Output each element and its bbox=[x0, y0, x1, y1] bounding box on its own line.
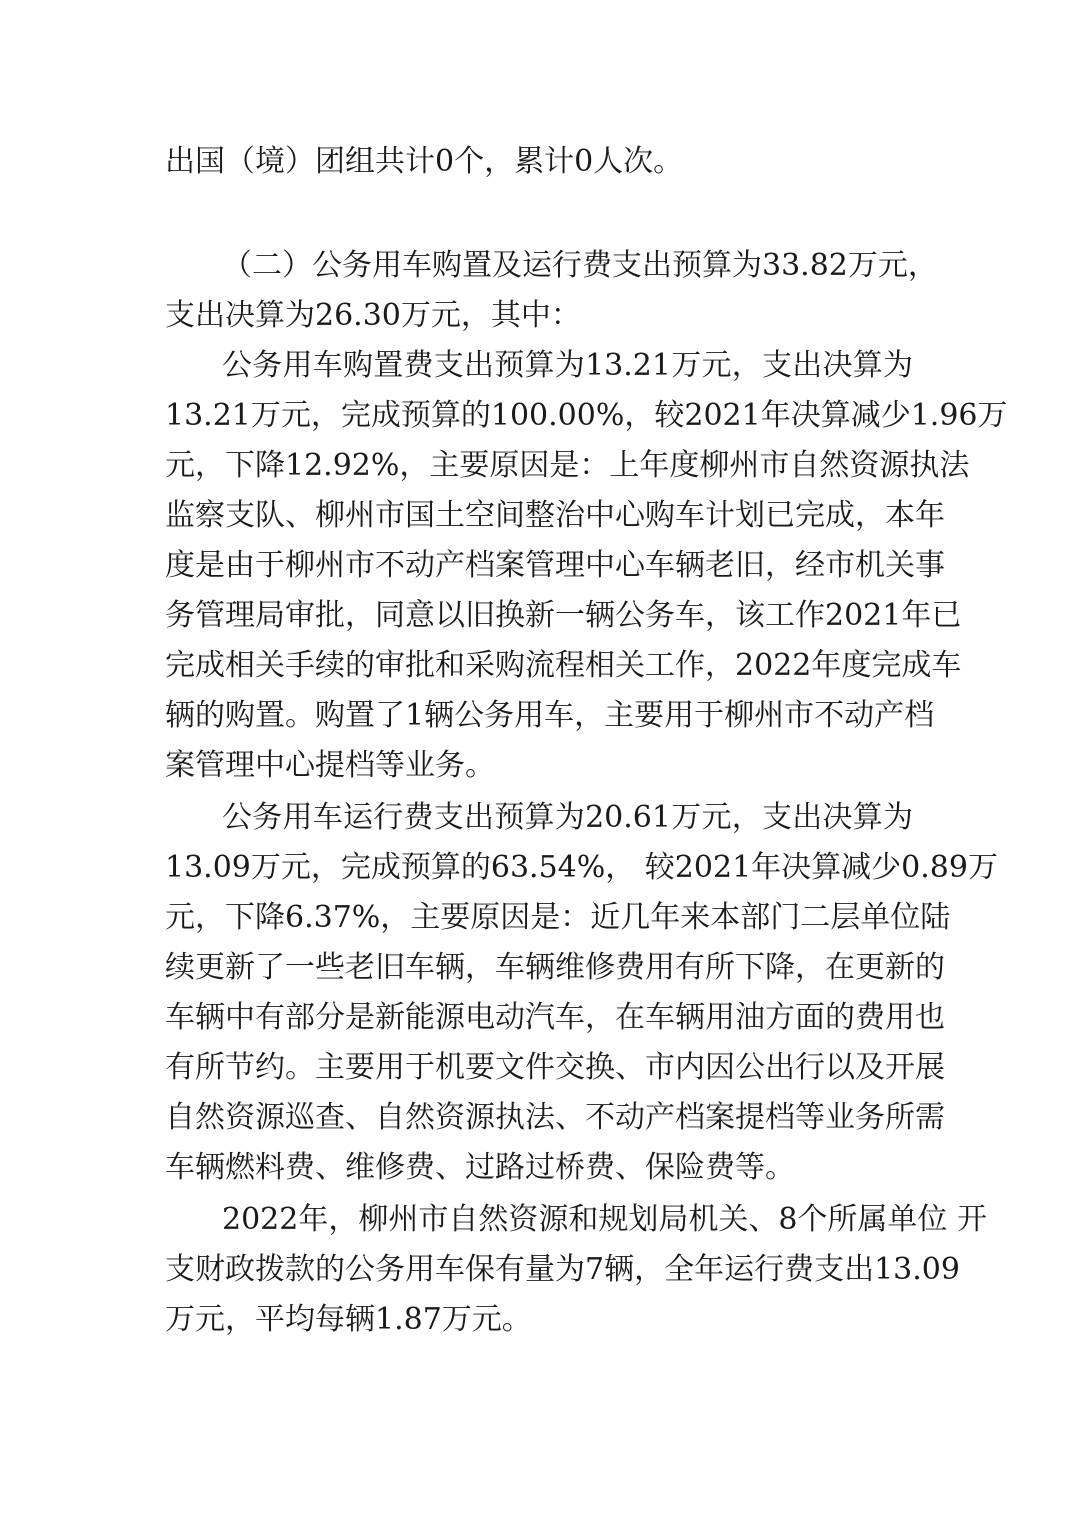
text-line-11: 辆的购置。购置了1辆公务用车，主要用于柳州市不动产档 bbox=[165, 698, 935, 733]
text-line-9: 务管理局审批，同意以旧换新一辆公务车，该工作2021年已 bbox=[165, 598, 962, 633]
text-line-2: （二）公务用车购置及运行费支出预算为33.82万元， bbox=[222, 248, 938, 283]
text-line-1: 出国（境）团组共计0个，累计0人次。 bbox=[165, 144, 684, 179]
text-line-12: 案管理中心提档等业务。 bbox=[165, 748, 495, 783]
text-line-13: 公务用车运行费支出预算为20.61万元，支出决算为 bbox=[222, 800, 913, 835]
text-line-15: 元，下降6.37%，主要原因是：近几年来本部门二层单位陆 bbox=[165, 900, 951, 935]
text-line-20: 车辆燃料费、维修费、过路过桥费、保险费等。 bbox=[165, 1150, 795, 1185]
text-line-6: 元，下降12.92%，主要原因是：上年度柳州市自然资源执法 bbox=[165, 448, 970, 483]
text-line-23: 万元，平均每辆1.87万元。 bbox=[165, 1302, 532, 1337]
text-line-7: 监察支队、柳州市国土空间整治中心购车计划已完成，本年 bbox=[165, 498, 945, 533]
text-line-22: 支财政拨款的公务用车保有量为7辆，全年运行费支出13.09 bbox=[165, 1252, 960, 1287]
text-line-5: 13.21万元，完成预算的100.00%，较2021年决算减少1.96万 bbox=[165, 398, 1008, 433]
text-line-8: 度是由于柳州市不动产档案管理中心车辆老旧，经市机关事 bbox=[165, 548, 945, 583]
text-line-16: 续更新了一些老旧车辆，车辆维修费用有所下降，在更新的 bbox=[165, 950, 945, 985]
text-line-17: 车辆中有部分是新能源电动汽车，在车辆用油方面的费用也 bbox=[165, 1000, 945, 1035]
text-line-4: 公务用车购置费支出预算为13.21万元，支出决算为 bbox=[222, 348, 913, 383]
text-line-10: 完成相关手续的审批和采购流程相关工作，2022年度完成车 bbox=[165, 648, 962, 683]
text-line-3: 支出决算为26.30万元，其中： bbox=[165, 298, 581, 333]
text-line-21: 2022年，柳州市自然资源和规划局机关、8个所属单位 开 bbox=[222, 1202, 987, 1237]
text-line-14: 13.09万元，完成预算的63.54%， 较2021年决算减少0.89万 bbox=[165, 850, 998, 885]
text-line-18: 有所节约。主要用于机要文件交换、市内因公出行以及开展 bbox=[165, 1050, 945, 1085]
text-line-19: 自然资源巡查、自然资源执法、不动产档案提档等业务所需 bbox=[165, 1100, 945, 1135]
